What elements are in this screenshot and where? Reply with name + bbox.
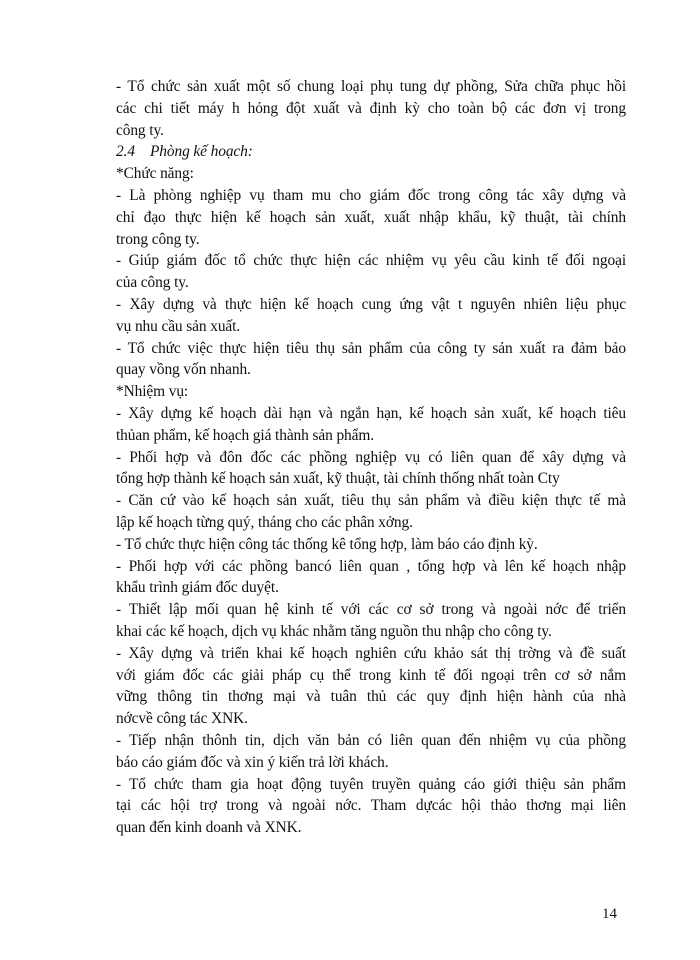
text-line: - Là phòng nghiệp vụ tham mu cho giám đốc trong công tác xây dựng và	[116, 186, 626, 204]
paragraph	[116, 730, 626, 774]
text-line: lập kế hoạch từng quý, tháng cho các phân xởng.	[116, 513, 413, 531]
text-line: - Tổ chức việc thực hiện tiêu thụ sản phẩm của công ty sản xuất ra đảm bảo	[116, 339, 626, 357]
text-line: nớcvề công tác XNK.	[116, 710, 248, 728]
section-title: Phòng kế hoạch:	[150, 143, 253, 161]
text-line: *Chức năng:	[116, 165, 194, 183]
paragraph	[116, 599, 626, 643]
text-line: với giám đốc các giải pháp cụ thể trong kinh tế đối ngoại trên cơ sở nắm	[116, 666, 626, 684]
paragraph	[116, 403, 626, 447]
paragraph	[116, 643, 626, 730]
text-line: tổng hợp thành kế hoạch sản xuất, kỹ thuật, tài chính thống nhất toàn Cty	[116, 470, 560, 488]
paragraph	[116, 774, 626, 839]
section-number: 2.4	[116, 143, 135, 161]
text-line: trong công ty.	[116, 230, 200, 248]
text-line: vụ nhu cầu sản xuất.	[116, 317, 241, 335]
text-line: - Tổ chức tham gia hoạt động tuyên truyền quảng cáo giới thiệu sản phẩm	[116, 775, 626, 793]
text-line: - Xây dựng và triển khai kế hoạch nghiên cứu khảo sát thị trờng và đề suất	[116, 644, 626, 662]
paragraph	[116, 490, 626, 534]
paragraph	[116, 556, 626, 600]
text-line: - Xây dựng kế hoạch dài hạn và ngắn hạn, kế hoạch sản xuất, kế hoạch tiêu	[116, 404, 626, 422]
text-line: - Tổ chức sản xuất một số chung loại phụ tung dự phồng, Sửa chữa phục hồi	[116, 78, 626, 95]
text-line: khẩu trình giám đốc duyệt.	[116, 579, 279, 597]
paragraph	[116, 534, 626, 556]
text-line: chỉ đạo thực hiện kế hoạch sản xuất, xuất nhập khẩu, kỹ thuật, tài chính	[116, 208, 626, 226]
text-line: quay vồng vốn nhanh.	[116, 361, 251, 379]
text-line: các chi tiết máy h hỏng đột xuất và định kỳ cho toàn bộ các đơn vị trong	[116, 99, 626, 117]
document-body	[116, 76, 626, 839]
paragraph	[116, 76, 626, 141]
text-line: - Căn cứ vào kế hoạch sản xuất, tiêu thụ sản phẩm và điều kiện thực tế mà	[116, 492, 626, 510]
text-line: vững thông tin thơng mại và tuân thủ các quy định hiện hành của nhà	[116, 688, 626, 706]
text-line: - Phối hợp với các phồng bancó liên quan , tổng hợp và lên kế hoạch nhập	[116, 557, 626, 575]
paragraph	[116, 185, 626, 250]
text-line: của công ty.	[116, 274, 189, 292]
text-line: - Tiếp nhận thônh tin, dịch văn bản có liên quan đến nhiệm vụ của phồng	[116, 731, 626, 749]
text-line: - Phối hợp và đôn đốc các phồng nghiệp vụ có liên quan để xây dựng và	[116, 448, 626, 466]
page-number: 14	[602, 906, 617, 922]
text-line: tại các hội trợ trong và ngoài nớc. Tham dựcác hội thảo thơng mại liên	[116, 797, 626, 815]
text-line: khai các kế hoạch, dịch vụ khác nhằm tăng nguồn thu nhập cho công ty.	[116, 622, 552, 640]
paragraph	[116, 338, 626, 382]
text-line: - Giúp giám đốc tổ chức thực hiện các nhiệm vụ yêu cầu kinh tế đối ngoại	[116, 252, 626, 270]
text-line: công ty.	[116, 121, 164, 139]
paragraph	[116, 163, 626, 185]
text-line: quan đến kinh doanh và XNK.	[116, 819, 302, 837]
paragraph	[116, 294, 626, 338]
text-line: - Xây dựng và thực hiện kế hoạch cung ứng vật t nguyên nhiên liệu phục	[116, 295, 626, 313]
text-line: thủan phẩm, kế hoạch giá thành sản phẩm.	[116, 426, 374, 444]
paragraph	[116, 381, 626, 403]
text-line: - Thiết lập mối quan hệ kinh tế với các cơ sở trong và ngoài nớc để triển	[116, 601, 626, 619]
text-line: *Nhiệm vụ:	[116, 383, 189, 401]
text-line: - Tổ chức thực hiện công tác thống kê tổng hợp, làm báo cáo định kỳ.	[116, 535, 538, 553]
paragraph	[116, 447, 626, 491]
text-line: báo cáo giám đốc và xin ý kiến trả lời khách.	[116, 753, 389, 771]
paragraph	[116, 250, 626, 294]
section-heading	[116, 141, 626, 163]
